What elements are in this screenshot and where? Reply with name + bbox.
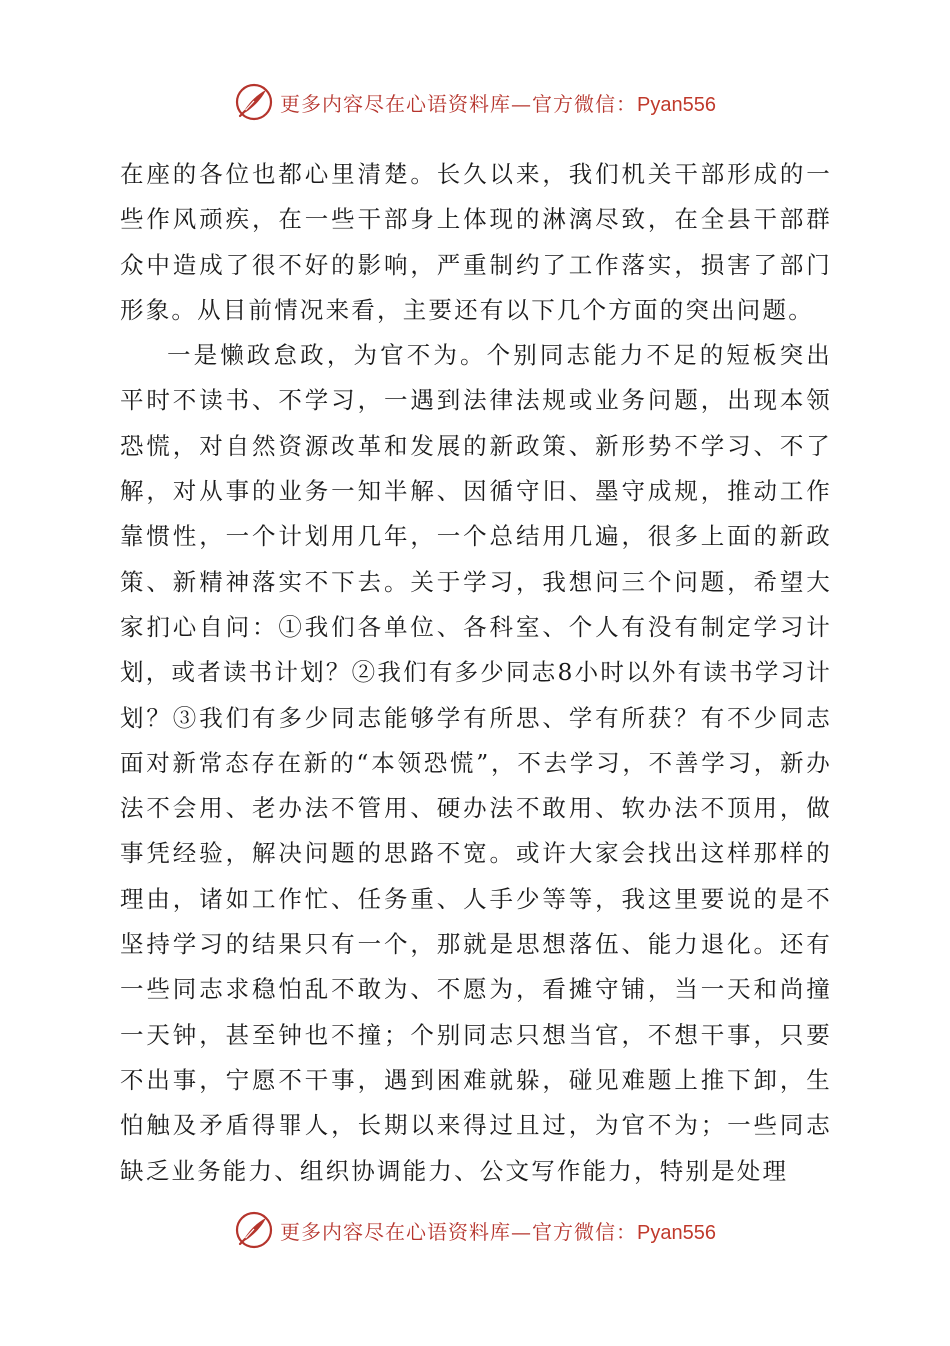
quill-pen-logo-icon	[234, 1210, 274, 1250]
header-watermark-banner	[0, 80, 950, 124]
quill-pen-logo-icon	[234, 82, 274, 122]
watermark-label: 更多内容尽在心语资料库—官方微信：	[280, 1219, 638, 1244]
wechat-id: Pyan556	[637, 93, 716, 116]
wechat-id: Pyan556	[637, 1221, 716, 1244]
footer-watermark-banner	[0, 1208, 950, 1252]
document-body	[120, 152, 832, 1194]
paragraph-1: 在座的各位也都心里清楚。长久以来，我们机关干部形成的一些作风顽疾，在一些干部身上体现的淋漓尽致，在全县干部群众中造成了很不好的影响，严重制约了工作落实，损害了部门形象。从目前情况来看，主要还有以下几个方面的突出问题。	[120, 160, 832, 324]
watermark-text	[280, 1216, 716, 1245]
watermark-label: 更多内容尽在心语资料库—官方微信：	[280, 91, 638, 116]
watermark-text	[280, 88, 716, 117]
paragraph-2: 一是懒政怠政，为官不为。个别同志能力不足的短板突出平时不读书、不学习，一遇到法律法规或业务问题，出现本领恐慌，对自然资源改革和发展的新政策、新形势不学习、不了解，对从事的业务一知半解、因循守旧、墨守成规，推动工作靠惯性，一个计划用几年，一个总结用几遍，很多上面的新政策、新精神落实不下去。关于学习，我想问三个问题，希望大家扪心自问：①我们各单位、各科室、个人有没有制定学习计划，或者读书计划？②我们有多少同志8小时以外有读书学习计划？③我们有多少同志能够学有所思、学有所获？有不少同志面对新常态存在新的“本领恐慌”，不去学习，不善学习，新办法不会用、老办法不管用、硬办法不敢用、软办法不顶用，做事凭经验，解决问题的思路不宽。或许大家会找出这样那样的理由，诸如工作忙、任务重、人手少等等，我这里要说的是不坚持学习的结果只有一个，那就是思想落伍、能力退化。还有一些同志求稳怕乱不敢为、不愿为，看摊守铺，当一天和尚撞一天钟，甚至钟也不撞；个别同志只想当官，不想干事，只要不出事，宁愿不干事，遇到困难就躲，碰见难题上推下卸，生怕触及矛盾得罪人，长期以来得过且过，为官不为；一些同志缺乏业务能力、组织协调能力、公文写作能力，特别是处理	[120, 341, 832, 1185]
